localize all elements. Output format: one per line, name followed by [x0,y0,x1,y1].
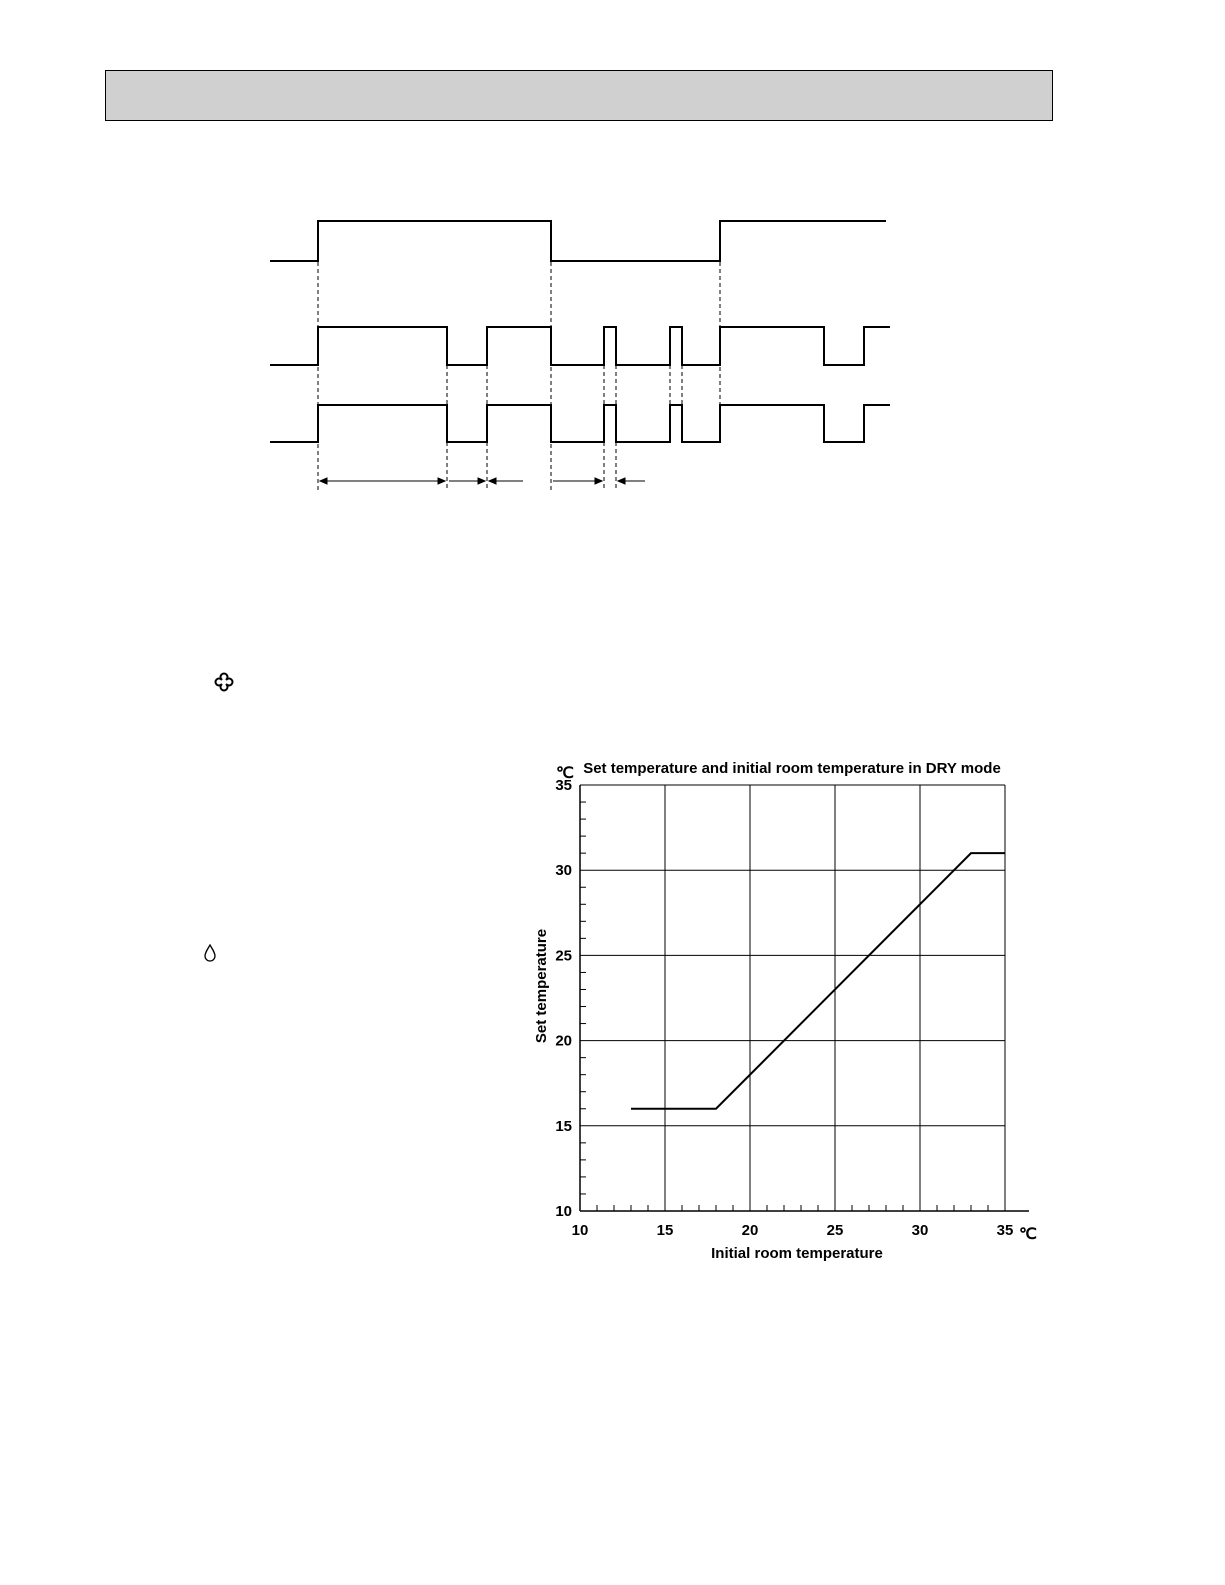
x-tick-label: 20 [741,1222,759,1239]
x-unit-label: ℃ [1019,1226,1037,1243]
chart-tick-labels [555,777,1013,1239]
y-tick-label: 15 [555,1117,572,1135]
y-tick-label: 35 [555,777,572,794]
x-tick-label: 10 [571,1222,589,1239]
x-tick-label: 25 [826,1222,844,1239]
x-tick-label: 15 [656,1222,674,1239]
chart-title: Set temperature and initial room temperature in DRY mode [583,760,1001,777]
chart-axes [580,785,1029,1211]
x-tick-label: 30 [911,1222,929,1239]
x-axis-label: Initial room temperature [711,1245,883,1262]
chart-grid [580,785,1005,1211]
y-tick-label: 10 [555,1203,572,1220]
y-tick-label: 25 [555,947,572,965]
y-unit-label: ℃ [556,765,574,782]
chart-series [631,853,1005,1109]
y-axis-label: Set temperature [533,928,550,1044]
series-line [631,853,1005,1109]
y-tick-label: 20 [555,1032,572,1050]
y-tick-label: 30 [555,862,572,880]
x-tick-label: 35 [996,1222,1014,1239]
chart-ticks [580,802,988,1211]
